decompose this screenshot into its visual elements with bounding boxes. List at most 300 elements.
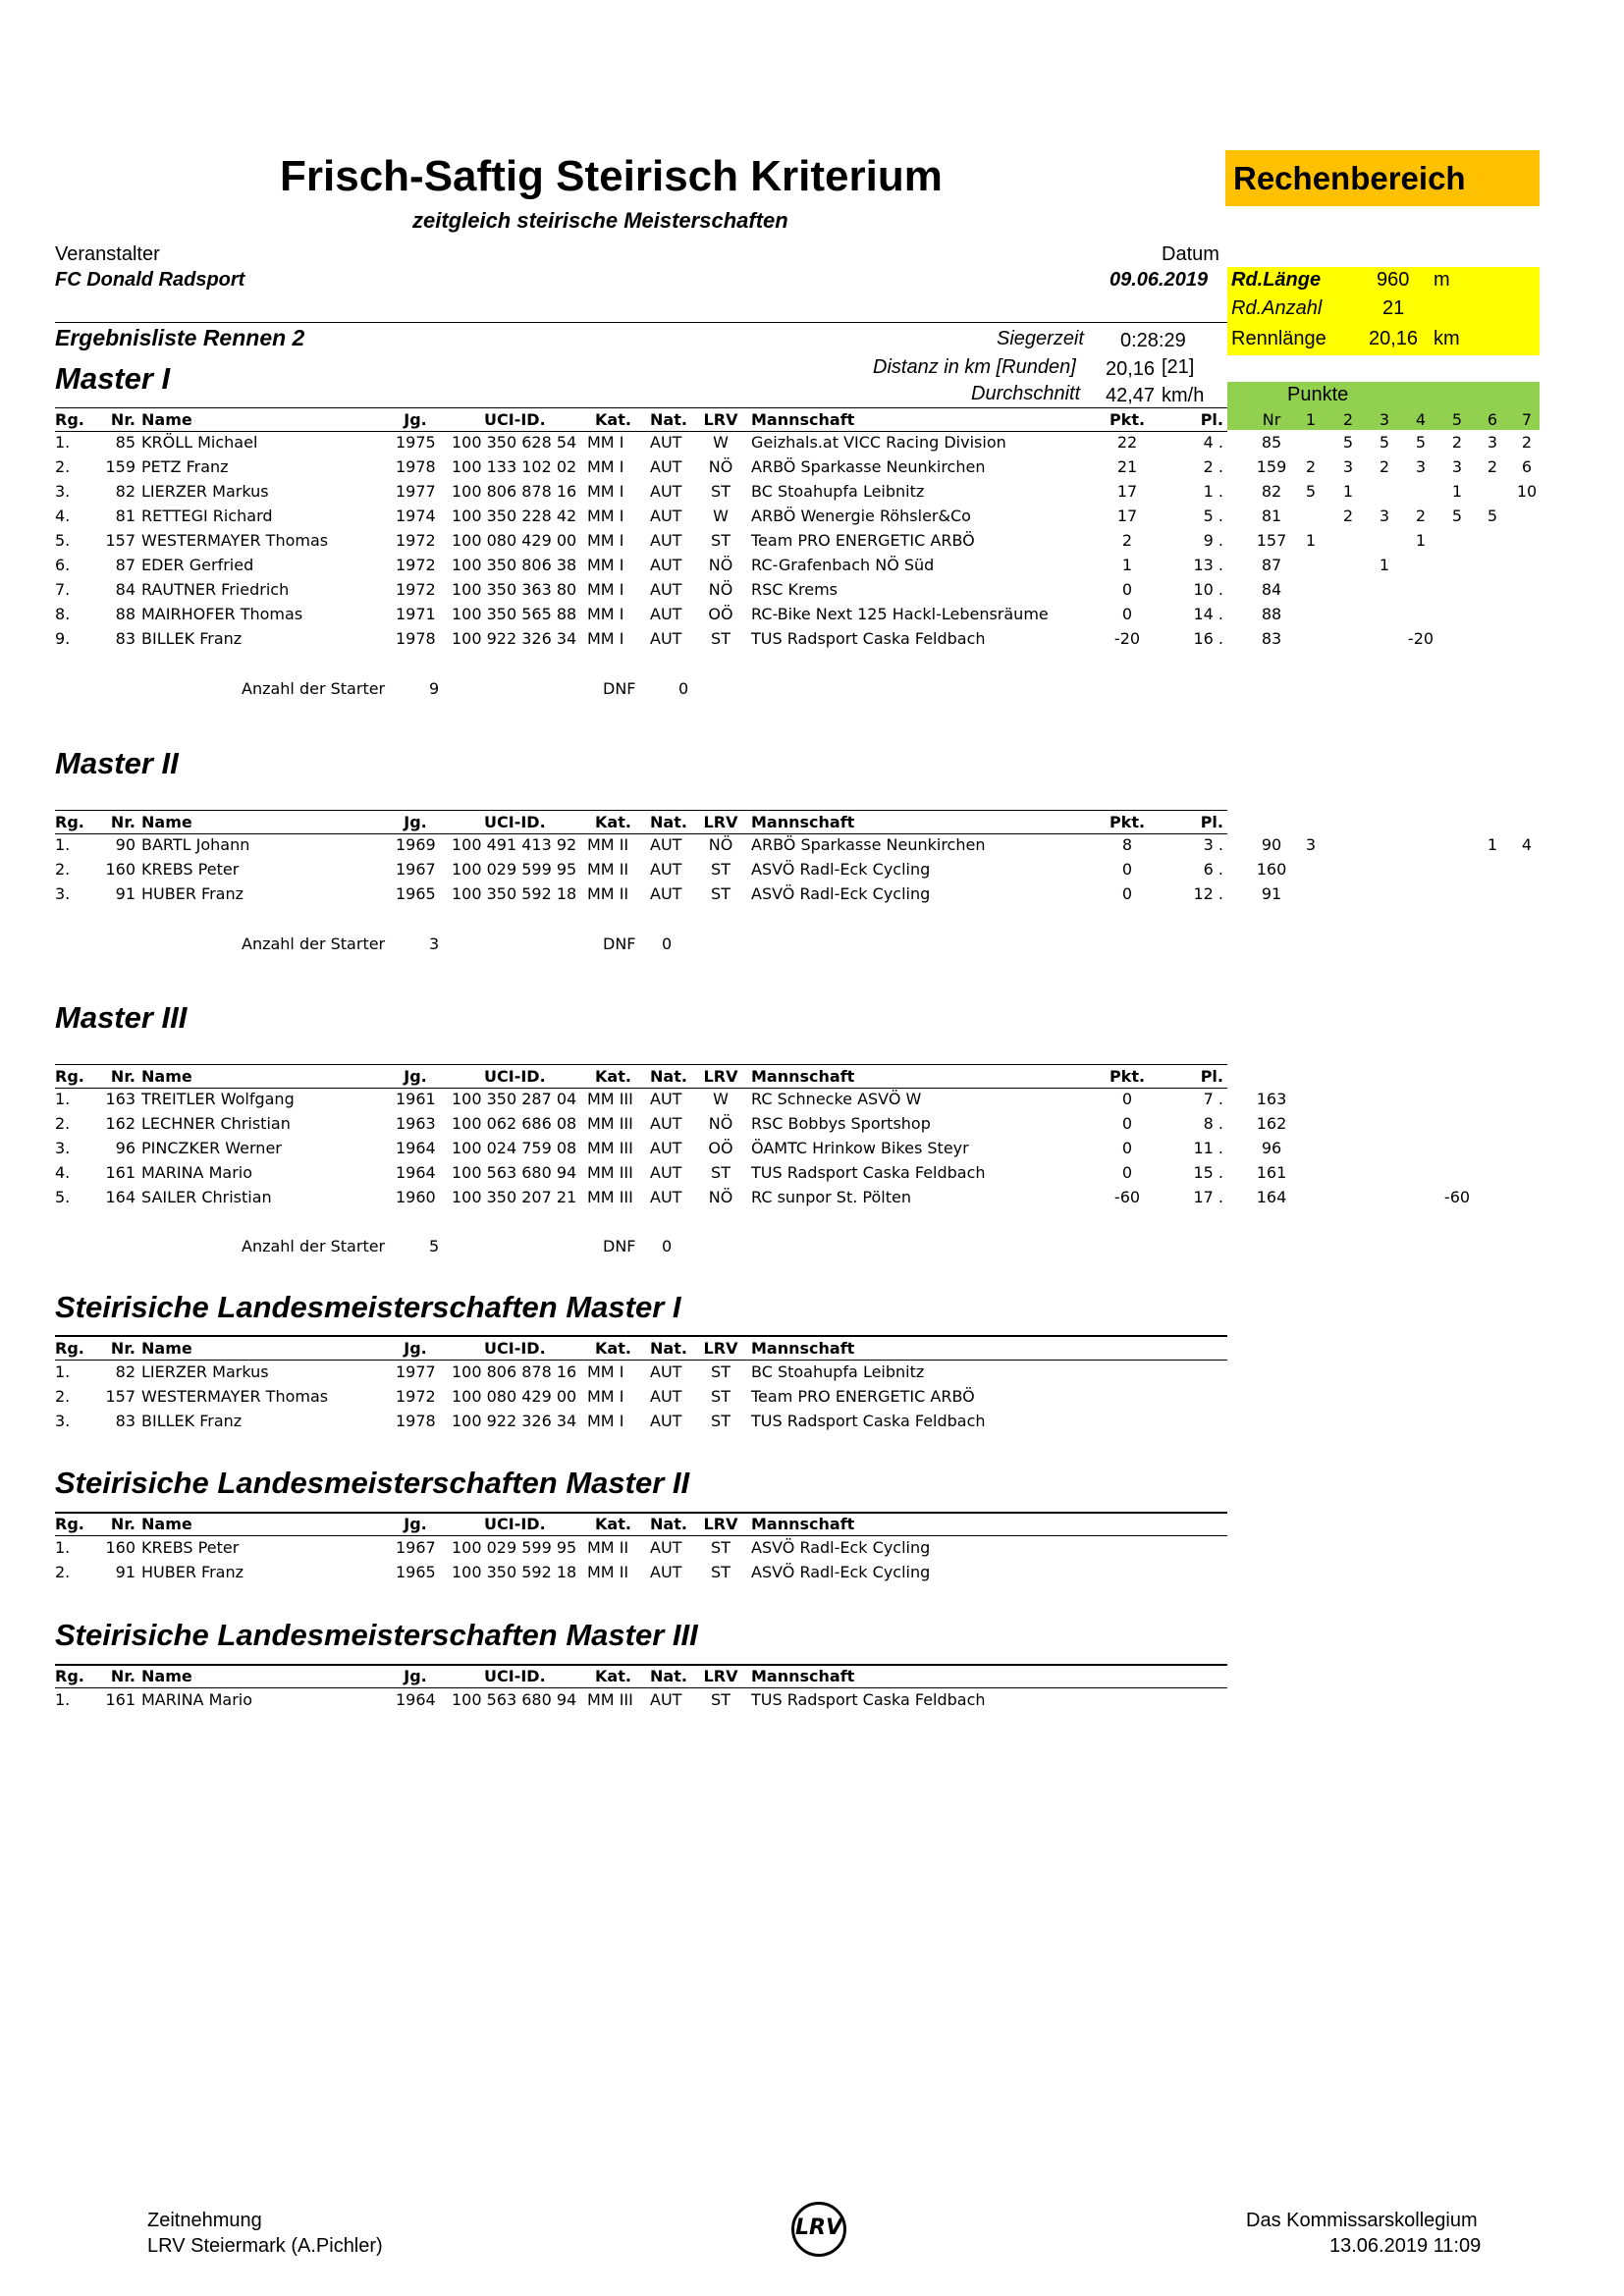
cell-p7: 4: [1521, 835, 1533, 854]
cell-uci: 100 922 326 34: [452, 629, 577, 648]
dnf-label: DNF: [603, 1237, 636, 1255]
cell-kat: MM III: [587, 1188, 633, 1206]
col-rg: Rg.: [55, 813, 84, 831]
cell-pl: 2 .: [1203, 457, 1223, 476]
rennlaenge-value: 20,16: [1369, 328, 1419, 349]
cell-nat: AUT: [650, 556, 682, 574]
cell-nat: AUT: [650, 1563, 682, 1581]
table-top-line: [55, 1335, 1227, 1337]
cell-pnr: 90: [1261, 835, 1282, 854]
cell-p2: 1: [1342, 482, 1354, 501]
cell-pnr: 87: [1261, 556, 1282, 574]
cell-pnr: 81: [1261, 507, 1282, 525]
cell-team: ARBÖ Wenergie Röhsler&Co: [751, 507, 971, 525]
cell-kat: MM II: [587, 860, 629, 879]
cell-nat: AUT: [650, 629, 682, 648]
cell-name: LIERZER Markus: [141, 1362, 269, 1381]
col-pkt: Pkt.: [1109, 410, 1146, 429]
cell-kat: MM I: [587, 482, 624, 501]
cell-uci: 100 563 680 94: [452, 1163, 577, 1182]
cell-team: ARBÖ Sparkasse Neunkirchen: [751, 457, 986, 476]
cell-pkt: 0: [1121, 1114, 1133, 1133]
cell-pnr: 162: [1256, 1114, 1287, 1133]
ergebnisliste-title: Ergebnisliste Rennen 2: [55, 325, 305, 350]
col-name: Name: [141, 1515, 192, 1533]
starter-label: Anzahl der Starter: [242, 934, 386, 953]
starter-count: 3: [429, 934, 440, 953]
cell-name: HUBER Franz: [141, 884, 244, 903]
cell-pkt: -60: [1113, 1188, 1141, 1206]
cell-p7: 6: [1521, 457, 1533, 476]
cell-nr: 161: [105, 1163, 135, 1182]
section-title-lm-master-2: Steirisiche Landesmeisterschaften Master II: [55, 1466, 690, 1500]
cell-lrv: ST: [711, 482, 731, 501]
cell-pl: 6 .: [1203, 860, 1223, 879]
cell-nr: 164: [105, 1188, 135, 1206]
cell-kat: MM II: [587, 1538, 629, 1557]
col-punkte-2: 2: [1342, 410, 1354, 429]
cell-kat: MM III: [587, 1114, 633, 1133]
veranstalter-label: Veranstalter: [55, 243, 160, 265]
cell-nat: AUT: [650, 580, 682, 599]
table-header-line: [55, 431, 1227, 432]
col-team: Mannschaft: [751, 813, 855, 831]
cell-p6: 2: [1487, 457, 1498, 476]
cell-jg: 1974: [396, 507, 436, 525]
cell-nat: AUT: [650, 507, 682, 525]
cell-lrv: ST: [711, 884, 731, 903]
cell-uci: 100 024 759 08: [452, 1139, 577, 1157]
cell-rg: 4.: [55, 1163, 71, 1182]
cell-p5: 1: [1451, 482, 1463, 501]
table-top-line: [55, 1664, 1227, 1666]
cell-kat: MM I: [587, 433, 624, 452]
cell-team: ASVÖ Radl-Eck Cycling: [751, 1538, 931, 1557]
col-nat: Nat.: [650, 410, 687, 429]
col-team: Mannschaft: [751, 1667, 855, 1685]
col-punkte-6: 6: [1487, 410, 1498, 429]
cell-nr: 88: [115, 605, 135, 623]
col-lrv: LRV: [703, 410, 738, 429]
table-row: [0, 835, 1624, 860]
cell-pnr: 85: [1261, 433, 1282, 452]
cell-nat: AUT: [650, 1690, 682, 1709]
cell-jg: 1977: [396, 1362, 436, 1381]
cell-nat: AUT: [650, 605, 682, 623]
cell-rg: 2.: [55, 1563, 71, 1581]
cell-uci: 100 491 413 92: [452, 835, 577, 854]
cell-rg: 3.: [55, 1412, 71, 1430]
cell-name: LECHNER Christian: [141, 1114, 291, 1133]
cell-pkt: 0: [1121, 884, 1133, 903]
cell-name: KRÖLL Michael: [141, 433, 258, 452]
col-nat: Nat.: [650, 1067, 687, 1086]
cell-nr: 85: [115, 433, 135, 452]
cell-uci: 100 029 599 95: [452, 1538, 577, 1557]
col-name: Name: [141, 1339, 192, 1358]
footer-right-line-1: Das Kommissarskollegium: [1246, 2210, 1478, 2231]
cell-nat: AUT: [650, 1114, 682, 1133]
cell-pkt: 0: [1121, 1090, 1133, 1108]
cell-p5: -60: [1443, 1188, 1471, 1206]
col-kat: Kat.: [595, 1067, 631, 1086]
cell-jg: 1972: [396, 531, 436, 550]
cell-lrv: NÖ: [708, 556, 733, 574]
cell-nat: AUT: [650, 531, 682, 550]
cell-nat: AUT: [650, 1139, 682, 1157]
cell-uci: 100 350 628 54: [452, 433, 577, 452]
cell-p5: 2: [1451, 433, 1463, 452]
col-team: Mannschaft: [751, 1067, 855, 1086]
cell-nr: 163: [105, 1090, 135, 1108]
cell-pnr: 96: [1261, 1139, 1282, 1157]
cell-p3: 5: [1379, 433, 1390, 452]
cell-kat: MM I: [587, 580, 624, 599]
cell-pnr: 157: [1256, 531, 1287, 550]
cell-kat: MM II: [587, 884, 629, 903]
rd-anzahl-label: Rd.Anzahl: [1231, 297, 1323, 319]
cell-p6: 1: [1487, 835, 1498, 854]
cell-rg: 7.: [55, 580, 71, 599]
col-name: Name: [141, 410, 192, 429]
cell-nat: AUT: [650, 835, 682, 854]
col-lrv: LRV: [703, 1667, 738, 1685]
col-punkte-7: 7: [1521, 410, 1533, 429]
cell-jg: 1969: [396, 835, 436, 854]
footer-left-line-1: Zeitnehmung: [147, 2210, 262, 2231]
col-jg: Jg.: [404, 1339, 427, 1358]
col-rg: Rg.: [55, 1515, 84, 1533]
cell-name: MARINA Mario: [141, 1163, 253, 1182]
datum-label: Datum: [1162, 243, 1219, 265]
table-header-line: [55, 1687, 1227, 1688]
distanz-runden: [21]: [1162, 356, 1195, 378]
cell-team: BC Stoahupfa Leibnitz: [751, 1362, 925, 1381]
cell-uci: 100 350 363 80: [452, 580, 577, 599]
cell-lrv: W: [713, 433, 729, 452]
cell-p2: 5: [1342, 433, 1354, 452]
cell-uci: 100 350 565 88: [452, 605, 577, 623]
cell-p2: 2: [1342, 507, 1354, 525]
table-row: [0, 556, 1624, 580]
cell-team: TUS Radsport Caska Feldbach: [751, 629, 986, 648]
section-title-master-2: Master II: [55, 746, 179, 780]
durchschnitt-value: 42,47: [1106, 385, 1156, 406]
cell-pl: 13 .: [1193, 556, 1223, 574]
cell-pkt: 2: [1121, 531, 1133, 550]
cell-name: LIERZER Markus: [141, 482, 269, 501]
cell-name: TREITLER Wolfgang: [141, 1090, 295, 1108]
cell-nat: AUT: [650, 433, 682, 452]
distanz-value: 20,16: [1106, 358, 1156, 380]
cell-pl: 10 .: [1193, 580, 1223, 599]
cell-nat: AUT: [650, 1090, 682, 1108]
cell-jg: 1963: [396, 1114, 436, 1133]
cell-jg: 1971: [396, 605, 436, 623]
cell-nr: 160: [105, 1538, 135, 1557]
col-nat: Nat.: [650, 1667, 687, 1685]
table-top-line: [55, 407, 1227, 408]
col-nr: Nr.: [110, 813, 135, 831]
cell-pkt: 17: [1116, 507, 1138, 525]
dnf-count: 0: [678, 679, 689, 698]
cell-jg: 1975: [396, 433, 436, 452]
cell-lrv: NÖ: [708, 835, 733, 854]
cell-uci: 100 806 878 16: [452, 482, 577, 501]
cell-jg: 1977: [396, 482, 436, 501]
col-lrv: LRV: [703, 1339, 738, 1358]
rd-laenge-unit: m: [1434, 269, 1450, 291]
table-top-line: [55, 1064, 1227, 1065]
cell-pl: 1 .: [1203, 482, 1223, 501]
table-row: [0, 1188, 1624, 1212]
cell-team: RSC Bobbys Sportshop: [751, 1114, 931, 1133]
cell-uci: 100 350 287 04: [452, 1090, 577, 1108]
cell-name: SAILER Christian: [141, 1188, 272, 1206]
dnf-label: DNF: [603, 934, 636, 953]
col-rg: Rg.: [55, 410, 84, 429]
cell-pl: 3 .: [1203, 835, 1223, 854]
cell-rg: 1.: [55, 835, 71, 854]
cell-pnr: 82: [1261, 482, 1282, 501]
col-uci: UCI-ID.: [484, 1067, 546, 1086]
table-row: [0, 860, 1624, 884]
table-row: [0, 1387, 1624, 1412]
table-header-line: [55, 1088, 1227, 1089]
cell-uci: 100 029 599 95: [452, 860, 577, 879]
siegerzeit-value: 0:28:29: [1120, 330, 1186, 351]
cell-rg: 9.: [55, 629, 71, 648]
cell-uci: 100 080 429 00: [452, 1387, 577, 1406]
cell-p7: 10: [1516, 482, 1538, 501]
rd-laenge-value: 960: [1377, 269, 1410, 291]
cell-p1: 3: [1305, 835, 1317, 854]
cell-jg: 1961: [396, 1090, 436, 1108]
section-title-lm-master-3: Steirisiche Landesmeisterschaften Master III: [55, 1618, 698, 1652]
cell-p3: 2: [1379, 457, 1390, 476]
cell-kat: MM I: [587, 556, 624, 574]
cell-pnr: 161: [1256, 1163, 1287, 1182]
cell-nr: 82: [115, 1362, 135, 1381]
col-lrv: LRV: [703, 1067, 738, 1086]
col-punkte-5: 5: [1451, 410, 1463, 429]
col-nr: Nr.: [110, 410, 135, 429]
table-row: [0, 1139, 1624, 1163]
col-pl: Pl.: [1200, 410, 1223, 429]
cell-rg: 2.: [55, 1387, 71, 1406]
cell-team: ASVÖ Radl-Eck Cycling: [751, 860, 931, 879]
cell-pnr: 83: [1261, 629, 1282, 648]
cell-nat: AUT: [650, 482, 682, 501]
cell-rg: 1.: [55, 1362, 71, 1381]
cell-jg: 1972: [396, 556, 436, 574]
section-title-master-3: Master III: [55, 1000, 188, 1035]
cell-lrv: ST: [711, 1163, 731, 1182]
table-row: [0, 457, 1624, 482]
cell-name: BILLEK Franz: [141, 629, 243, 648]
cell-jg: 1978: [396, 629, 436, 648]
cell-pnr: 160: [1256, 860, 1287, 879]
dnf-label: DNF: [603, 679, 636, 698]
col-nr: Nr.: [110, 1067, 135, 1086]
cell-rg: 3.: [55, 1139, 71, 1157]
section-title-lm-master-1: Steirisiche Landesmeisterschaften Master I: [55, 1290, 681, 1324]
col-lrv: LRV: [703, 1515, 738, 1533]
cell-uci: 100 350 806 38: [452, 556, 577, 574]
cell-rg: 1.: [55, 1690, 71, 1709]
cell-pnr: 164: [1256, 1188, 1287, 1206]
cell-jg: 1964: [396, 1163, 436, 1182]
cell-team: Team PRO ENERGETIC ARBÖ: [751, 531, 975, 550]
cell-rg: 2.: [55, 860, 71, 879]
cell-nat: AUT: [650, 1188, 682, 1206]
dnf-count: 0: [662, 1237, 673, 1255]
cell-pkt: 22: [1116, 433, 1138, 452]
cell-lrv: ST: [711, 1690, 731, 1709]
cell-uci: 100 133 102 02: [452, 457, 577, 476]
divider: [55, 322, 1227, 323]
cell-p1: 2: [1305, 457, 1317, 476]
cell-team: Team PRO ENERGETIC ARBÖ: [751, 1387, 975, 1406]
col-name: Name: [141, 1067, 192, 1086]
cell-uci: 100 563 680 94: [452, 1690, 577, 1709]
cell-name: RAUTNER Friedrich: [141, 580, 290, 599]
cell-name: KREBS Peter: [141, 1538, 240, 1557]
cell-lrv: ST: [711, 1563, 731, 1581]
cell-team: ÖAMTC Hrinkow Bikes Steyr: [751, 1139, 969, 1157]
cell-pl: 11 .: [1193, 1139, 1223, 1157]
cell-nr: 159: [105, 457, 135, 476]
page-title: Frisch-Saftig Steirisch Kriterium: [280, 152, 943, 200]
cell-pkt: 0: [1121, 580, 1133, 599]
cell-rg: 2.: [55, 457, 71, 476]
col-rg: Rg.: [55, 1667, 84, 1685]
cell-name: BILLEK Franz: [141, 1412, 243, 1430]
cell-nr: 83: [115, 1412, 135, 1430]
cell-pl: 8 .: [1203, 1114, 1223, 1133]
table-row: [0, 433, 1624, 457]
cell-kat: MM III: [587, 1090, 633, 1108]
table-row: [0, 1538, 1624, 1563]
table-header-line: [55, 1360, 1227, 1361]
cell-pkt: -20: [1113, 629, 1141, 648]
cell-lrv: ST: [711, 1362, 731, 1381]
table-header-line: [55, 1535, 1227, 1536]
distanz-label: Distanz in km [Runden]: [873, 356, 1076, 378]
cell-nr: 157: [105, 1387, 135, 1406]
col-kat: Kat.: [595, 813, 631, 831]
cell-p1: 1: [1305, 531, 1317, 550]
col-uci: UCI-ID.: [484, 410, 546, 429]
cell-lrv: OÖ: [708, 1139, 733, 1157]
cell-lrv: NÖ: [708, 580, 733, 599]
table-row: [0, 605, 1624, 629]
cell-pkt: 8: [1121, 835, 1133, 854]
rd-anzahl-value: 21: [1382, 297, 1405, 319]
footer-right-line-2: 13.06.2019 11:09: [1329, 2235, 1482, 2257]
col-punkte-nr: Nr: [1262, 410, 1281, 429]
cell-nr: 161: [105, 1690, 135, 1709]
cell-p4: -20: [1407, 629, 1435, 648]
col-nr: Nr.: [110, 1515, 135, 1533]
starter-label: Anzahl der Starter: [242, 679, 386, 698]
col-jg: Jg.: [404, 410, 427, 429]
cell-jg: 1965: [396, 884, 436, 903]
cell-p3: 3: [1379, 507, 1390, 525]
cell-lrv: ST: [711, 629, 731, 648]
cell-team: TUS Radsport Caska Feldbach: [751, 1690, 986, 1709]
cell-pl: 5 .: [1203, 507, 1223, 525]
cell-lrv: NÖ: [708, 1188, 733, 1206]
cell-lrv: W: [713, 1090, 729, 1108]
col-kat: Kat.: [595, 1667, 631, 1685]
col-punkte-4: 4: [1415, 410, 1427, 429]
table-row: [0, 1114, 1624, 1139]
cell-nr: 81: [115, 507, 135, 525]
col-name: Name: [141, 813, 192, 831]
table-row: [0, 1163, 1624, 1188]
cell-nr: 90: [115, 835, 135, 854]
footer-left-line-2: LRV Steiermark (A.Pichler): [147, 2235, 383, 2257]
cell-rg: 2.: [55, 1114, 71, 1133]
cell-team: TUS Radsport Caska Feldbach: [751, 1412, 986, 1430]
cell-p3: 1: [1379, 556, 1390, 574]
col-name: Name: [141, 1667, 192, 1685]
cell-p5: 3: [1451, 457, 1463, 476]
cell-rg: 3.: [55, 482, 71, 501]
cell-kat: MM II: [587, 835, 629, 854]
rennlaenge-unit: km: [1434, 328, 1460, 349]
cell-pl: 4 .: [1203, 433, 1223, 452]
cell-pl: 15 .: [1193, 1163, 1223, 1182]
cell-kat: MM III: [587, 1163, 633, 1182]
table-row: [0, 1362, 1624, 1387]
cell-uci: 100 350 207 21: [452, 1188, 577, 1206]
cell-rg: 8.: [55, 605, 71, 623]
col-rg: Rg.: [55, 1339, 84, 1358]
cell-name: PINCZKER Werner: [141, 1139, 282, 1157]
col-uci: UCI-ID.: [484, 1339, 546, 1358]
cell-nat: AUT: [650, 1538, 682, 1557]
col-jg: Jg.: [404, 1067, 427, 1086]
col-nr: Nr.: [110, 1667, 135, 1685]
cell-nat: AUT: [650, 860, 682, 879]
cell-nat: AUT: [650, 884, 682, 903]
cell-team: TUS Radsport Caska Feldbach: [751, 1163, 986, 1182]
cell-jg: 1972: [396, 580, 436, 599]
cell-nr: 82: [115, 482, 135, 501]
table-row: [0, 482, 1624, 507]
cell-kat: MM I: [587, 1412, 624, 1430]
siegerzeit-label: Siegerzeit: [997, 328, 1084, 349]
cell-nat: AUT: [650, 1163, 682, 1182]
table-header-line: [55, 833, 1227, 834]
cell-jg: 1972: [396, 1387, 436, 1406]
cell-uci: 100 062 686 08: [452, 1114, 577, 1133]
cell-kat: MM I: [587, 1387, 624, 1406]
cell-nr: 84: [115, 580, 135, 599]
cell-jg: 1967: [396, 1538, 436, 1557]
cell-kat: MM I: [587, 531, 624, 550]
starter-count: 9: [429, 679, 440, 698]
cell-lrv: ST: [711, 1538, 731, 1557]
col-punkte-1: 1: [1305, 410, 1317, 429]
cell-p5: 5: [1451, 507, 1463, 525]
table-top-line: [55, 810, 1227, 811]
cell-p4: 5: [1415, 433, 1427, 452]
cell-uci: 100 806 878 16: [452, 1362, 577, 1381]
cell-nr: 96: [115, 1139, 135, 1157]
